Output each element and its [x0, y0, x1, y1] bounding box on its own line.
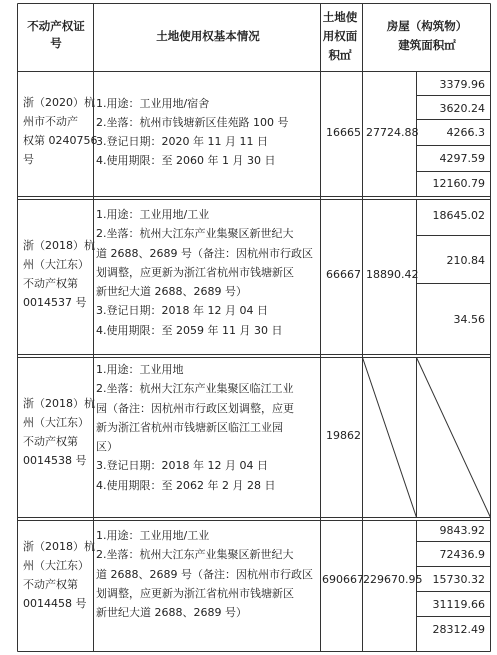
land-area-a-2: 66667 — [326, 268, 361, 281]
land-area-b-1: 27724.88 — [366, 126, 419, 139]
building-area-1-4: 4297.59 — [439, 152, 485, 165]
land-area-b-4: 229670.95 — [363, 573, 423, 586]
header-land-use-info: 土地使用权基本情况 — [156, 29, 260, 43]
land-details-4: 1.用途：工业用地/工业 2.坐落：杭州大江东产业集聚区新世纪大 道 2688、2689 号（备注：因杭州市行政区 划调整，应更新为浙江省杭州市钱塘新区 新世纪大道 2688、2689 号） — [96, 529, 313, 620]
building-area-1-5: 12160.79 — [432, 177, 485, 190]
land-area-a-4: 690667 — [322, 573, 364, 586]
land-details-2: 1.用途：工业用地/工业 2.坐落：杭州大江东产业集聚区新世纪大 道 2688、2689 号（备注：因杭州市行政区 划调整，应更新为浙江省杭州市钱塘新区 新世纪大道 2688、2689 号） 3.登记日期：2018 年 12 月 04 日 4.使用期限：至 2059 年 11 月 30 日 — [96, 208, 313, 337]
cert-number-2: 浙（2018）杭 州（大江东） 不动产权第 0014537 号 — [23, 239, 95, 309]
empty-cell-diagonal — [417, 358, 491, 518]
cert-number-3: 浙（2018）杭 州（大江东） 不动产权第 0014538 号 — [23, 397, 95, 467]
land-area-a-3: 19862 — [326, 429, 361, 442]
building-area-4-5: 28312.49 — [432, 623, 485, 636]
building-area-4-1: 9843.92 — [439, 524, 485, 537]
empty-cell-diagonal — [363, 358, 417, 518]
header-land-area: 土地使 用权面 积㎡ — [322, 10, 358, 62]
building-area-4-2: 72436.9 — [439, 548, 485, 561]
land-area-b-2: 18890.42 — [366, 268, 419, 281]
building-area-2-3: 34.56 — [453, 313, 485, 326]
building-area-2-2: 210.84 — [446, 254, 485, 267]
land-details-3: 1.用途：工业用地 2.坐落：杭州大江东产业集聚区临江工业 园（备注：因杭州市行政区划调整，应更 新为浙江省杭州市钱塘新区临江工业园 区） 3.登记日期：2018 年 12 月 04 日 4.使用期限：至 2062 年 2 月 28 日 — [96, 363, 294, 492]
cert-number-4: 浙（2018）杭 州（大江东） 不动产权第 0014458 号 — [23, 540, 95, 610]
building-area-1-1: 3379.96 — [439, 78, 485, 91]
land-details-1: 1.用途：工业用地/宿舍 2.坐落：杭州市钱塘新区佳苑路 100 号 3.登记日期：2020 年 11 月 11 日 4.使用期限：至 2060 年 1 月 30 日 — [96, 97, 289, 167]
building-area-1-2: 3620.24 — [439, 102, 485, 115]
building-area-4-4: 31119.66 — [432, 598, 485, 611]
header-cert-number: 不动产权证 号 — [27, 19, 85, 50]
building-area-4-3: 15730.32 — [432, 573, 485, 586]
cert-number-1: 浙（2020）杭 州市不动产 权第 0240756 号 — [23, 96, 98, 166]
building-area-1-3: 4266.3 — [446, 126, 485, 139]
land-area-a-1: 16665 — [326, 126, 361, 139]
header-building-area: 房屋（构筑物） 建筑面积㎡ — [386, 19, 468, 52]
building-area-2-1: 18645.02 — [432, 209, 485, 222]
